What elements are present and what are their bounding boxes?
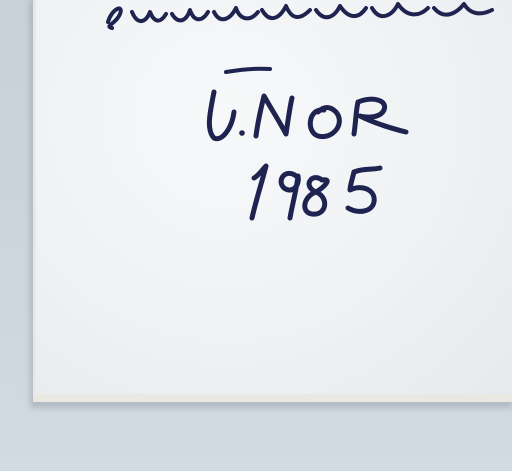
handwriting-top-line [108, 4, 492, 28]
handwriting-month [209, 69, 406, 139]
handwriting-year [252, 166, 380, 218]
